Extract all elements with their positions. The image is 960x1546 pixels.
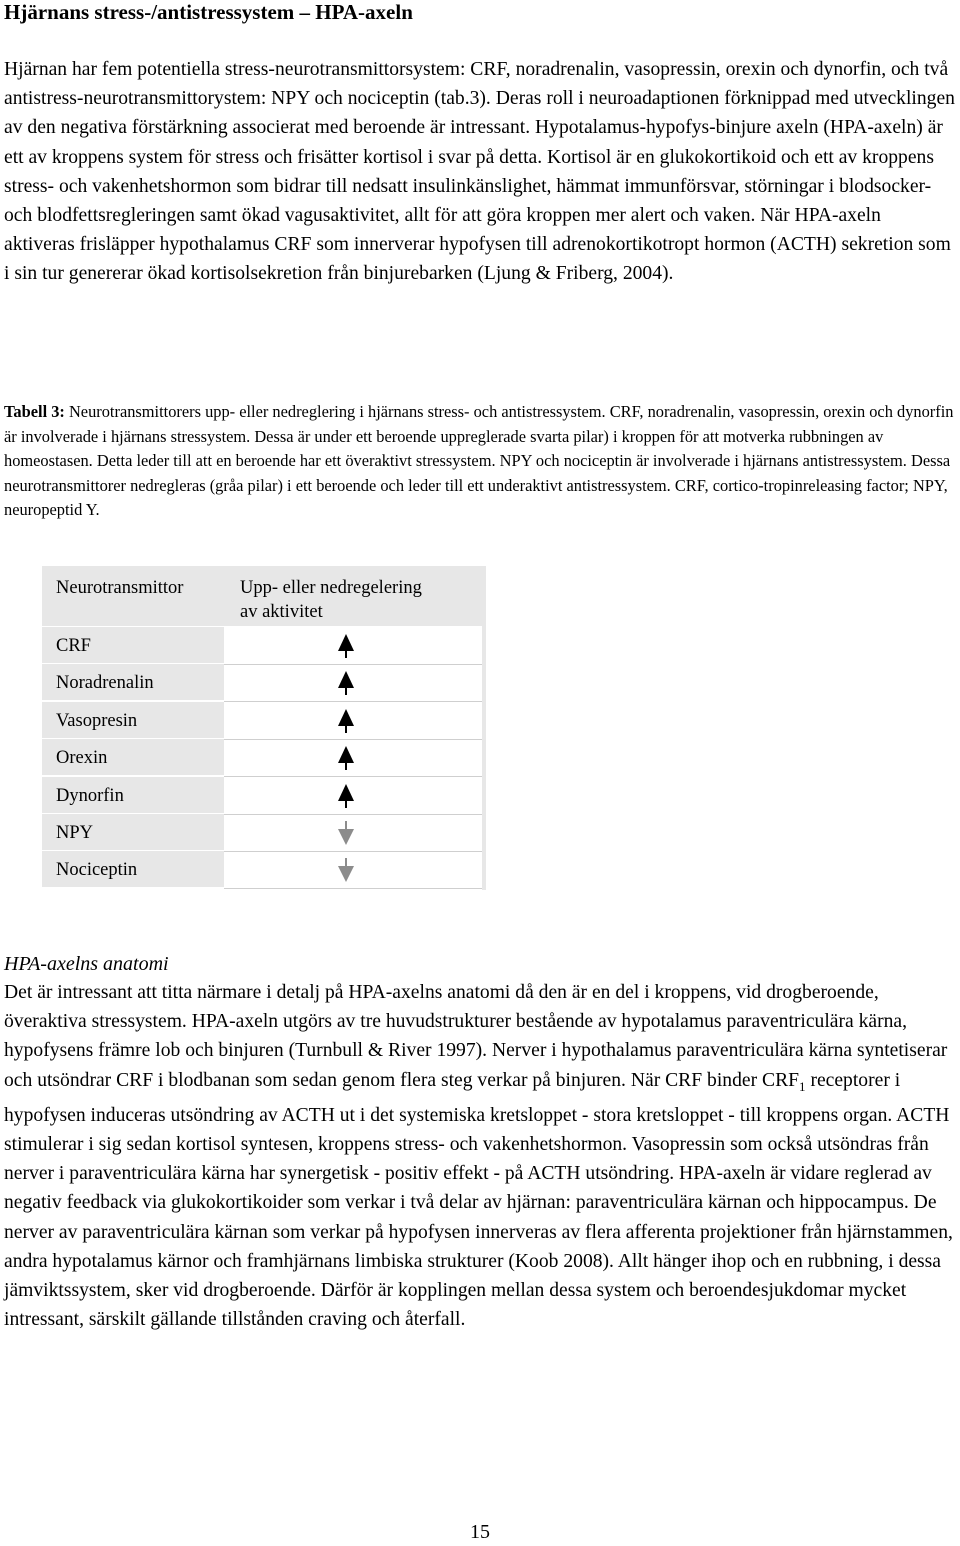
caption-text: Neurotransmittorers upp- eller nedreglering i hjärnans stress- och antistressystem. CRF, noradrenalin, vasopressin, orexin och dynorfin är involverade i hjärnans stressystem. Dessa är under ett beroende uppreglerade svarta pilar) i kroppen för att motverka rubbningen av homeostasen. Detta leder till att en beroende har ett överaktivt stressystem. NPY och nociceptin är involverade i hjärnans antistressystem. Dessa neurotransmittorer nedregleras (gråa pilar) i ett beroende och leder till ett underaktivt antistressystem. CRF, cortico-tropinreleasing factor; NPY, neuropeptid Y. [4,402,954,520]
subsection-title: HPA-axelns anatomi [4,953,169,975]
header-regulation [240,576,470,624]
anatomy-paragraph [4,978,956,1334]
header-regulation-line1: Upp- eller nedregelering [240,578,422,598]
arrow-up-icon [336,633,356,659]
neurotransmitter-name: Dynorfin [42,777,224,813]
table-row [42,851,486,888]
arrow-up-icon [336,783,356,809]
neurotransmitter-name: Orexin [42,739,224,775]
arrow-down-icon [336,857,356,883]
anatomy-text-1: Det är intressant att titta närmare i detalj på HPA-axelns anatomi då den är en del i kroppens, vid drogberoende, överaktiva stressystem. HPA-axeln utgörs av tre huvudstrukturer bestående av hypotalamus paraventriculära kärna, hypofysens främre lob och binjuren (Turnbull & River 1997). Nerver i hypothalamus paraventriculära kärna syntetiserar och utsöndrar CRF i blodbanan som sedan genom flera steg verkar på binjuren. När CRF binder CRF [4,982,948,1091]
arrow-up-icon [336,745,356,771]
arrow-down-icon [336,820,356,846]
neurotransmitter-name: Vasopresin [42,702,224,738]
table-row [42,739,486,776]
neurotransmitter-table [42,566,486,890]
arrow-up-icon [336,670,356,696]
table-right-edge [482,566,486,890]
table-row [42,627,486,664]
header-regulation-line2: av aktivitet [240,602,323,622]
neurotransmitter-name: CRF [42,627,224,663]
table-caption [4,400,954,523]
arrow-up-icon [336,708,356,734]
table-row [42,777,486,814]
header-neurotransmitter: Neurotransmittor [56,578,184,598]
table-row [42,814,486,851]
anatomy-text-2: receptorer i hypofysen induceras utsöndring av ACTH ut i det systemiska kretsloppet - stora kretsloppet - till kroppens organ. ACTH stimulerar i sig sedan kortisol syntesen, kroppens stress- och vakenhetshormon. Vasopressin som också utsöndras från nerver i paraventriculära kärna har synergetisk - positiv effekt - på ACTH utsöndring. HPA-axeln är vidare reglerad av negativ feedback via glukokortikoider som verkar i två delar av hjärnan: paraventriculära kärnan och hippocampus. De nerver av paraventriculära kärnan som verkar på hypofysen innerveras av flera afferenta projektioner från hjärnstammen, andra hypotalamus kärnor och framhjärnans limbiska strukturer (Koob 2008). Allt hänger ihop och en rubbning, i dessa jämviktssystem, sker vid drogberoende. Därför är kopplingen mellan dessa system och beroendesjukdomar mycket intressant, särskilt gällande tillstånden craving och återfall. [4,1069,953,1331]
intro-paragraph: Hjärnan har fem potentiella stress-neurotransmittorsystem: CRF, noradrenalin, vasopressin, orexin och dynorfin, och två antistress-neurotransmittorystem: NPY och nociceptin (tab.3). Deras roll i neuroadaptionen förknippad med utvecklingen av den negativa förstärkning associerat med beroende är intressant. Hypotalamus-hypofys-binjure axeln (HPA-axeln) är ett av kroppens system för stress och frisätter kortisol i svar på detta. Kortisol är en glukokortikoid och ett av kroppens stress- och vakenhetshormon som bidrar till nedsatt insulinkänslighet, hämmat immunförsvar, störningar i blodsocker- och blodfettsregleringen samt ökad vagusaktivitet, allt för att göra kroppen mer alert och vaken. När HPA-axeln aktiveras frisläpper hypothalamus CRF som innerverar hypofysen till adrenokortikotropt hormon (ACTH) sekretion som i sin tur genererar ökad kortisolsekretion från binjurebarken (Ljung & Friberg, 2004). [4,59,955,285]
table-header [42,566,484,626]
neurotransmitter-name: Noradrenalin [42,664,224,700]
table-row [42,664,486,701]
crf-subscript: 1 [799,1078,806,1094]
table-row [42,702,486,739]
neurotransmitter-name: Nociceptin [42,851,224,887]
page-number: 15 [470,1521,490,1543]
neurotransmitter-name: NPY [42,814,224,850]
section-heading: Hjärnans stress-/antistressystem – HPA-axeln [4,0,413,24]
caption-label: Tabell 3: [4,402,65,421]
